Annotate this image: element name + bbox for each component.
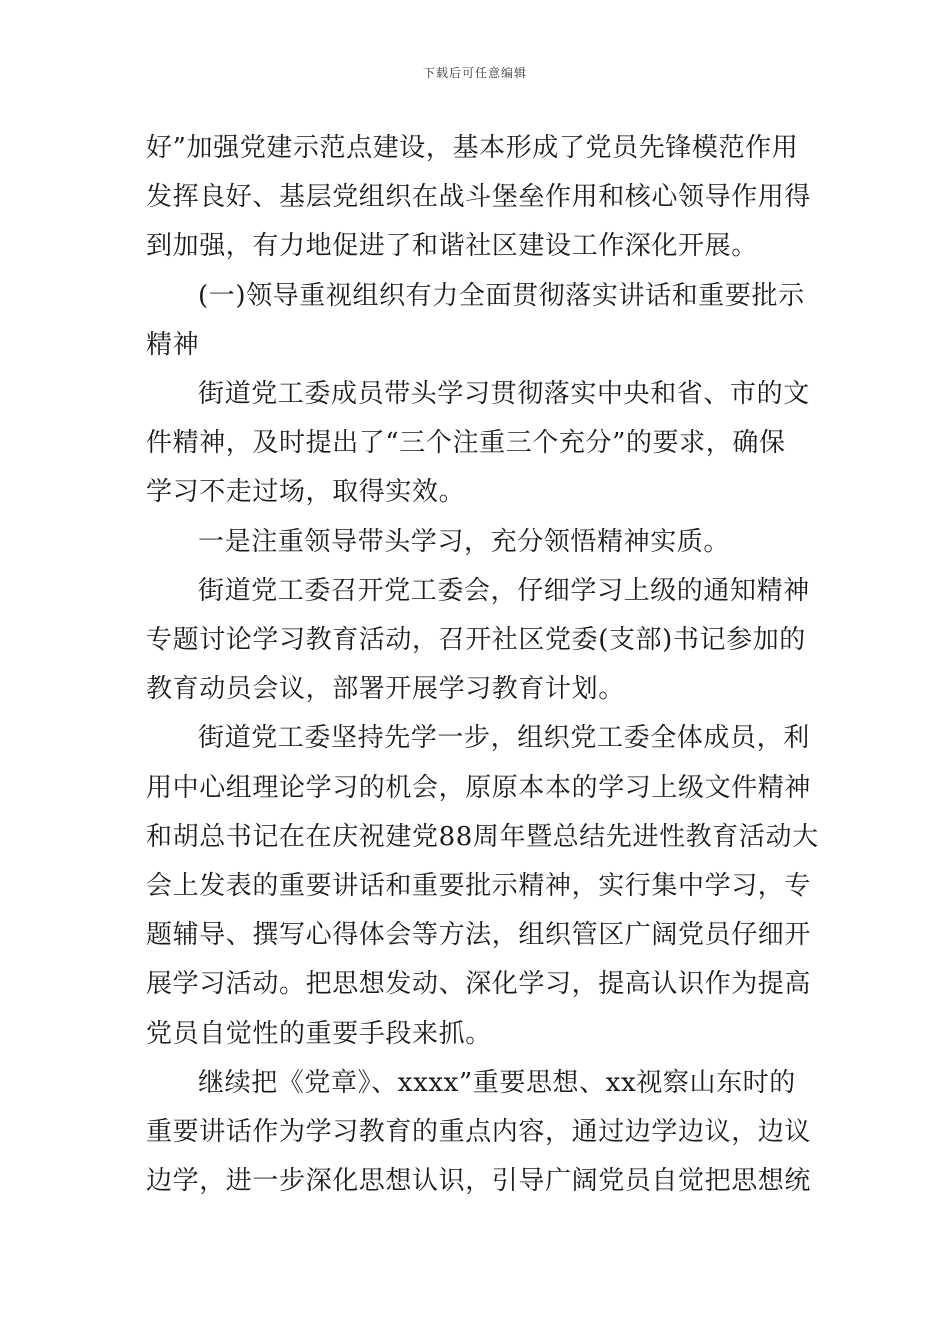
text-line: 教育动员会议，部署开展学习教育计划。 [146,674,625,705]
text-line: 党员自觉性的重要手段来抓。 [146,1018,492,1049]
text-line: 边学，进一步深化思想认识，引导广阔党员自觉把思想统 [146,1166,812,1197]
text-line: 重要讲话作为学习教育的重点内容，通过边学边议，边议 [146,1117,812,1148]
text-line: 到加强，有力地促进了和谐社区建设工作深化开展。 [146,231,758,262]
text-line: 继续把《党章》、xxxx”重要思想、xx视察山东时的 [198,1067,796,1098]
text-line: 一是注重领导带头学习，充分领悟精神实质。 [198,526,731,557]
text-line: 发挥良好、基层党组织在战斗堡垒作用和核心领导作用得 [146,182,812,213]
text-line: 街道党工委坚持先学一步，组织党工委全体成员，利 [198,723,810,754]
text-line: 街道党工委成员带头学习贯彻落实中央和省、市的文 [198,379,810,410]
text-line: 和胡总书记在在庆祝建党88周年暨总结先进性教育活动大 [146,821,819,852]
text-line: 学习不走过场，取得实效。 [146,477,466,508]
text-line: 题辅导、撰写心得体会等方法，组织管区广阔党员仔细开 [146,920,812,951]
section-heading-line: 精神 [146,329,200,360]
text-line: 件精神，及时提出了“三个注重三个充分”的要求，确保 [146,428,786,459]
text-line: 会上发表的重要讲话和重要批示精神，实行集中学习，专 [146,871,812,902]
text-line: 专题讨论学习教育活动，召开社区党委(支部)书记参加的 [146,625,806,656]
section-heading-line: (一)领导重视组织有力全面贯彻落实讲话和重要批示 [198,280,805,311]
text-line: 街道党工委召开党工委会，仔细学习上级的通知精神 [198,575,810,606]
text-line: 展学习活动。把思想发动、深化学习，提高认识作为提高 [146,969,812,1000]
page-header: 下载后可任意编辑 [422,66,527,80]
text-line: 好”加强党建示范点建设，基本形成了党员先锋模范作用 [146,133,799,163]
document-body [146,124,819,1206]
text-line: 用中心组理论学习的机会，原原本本的学习上级文件精神 [146,772,812,803]
